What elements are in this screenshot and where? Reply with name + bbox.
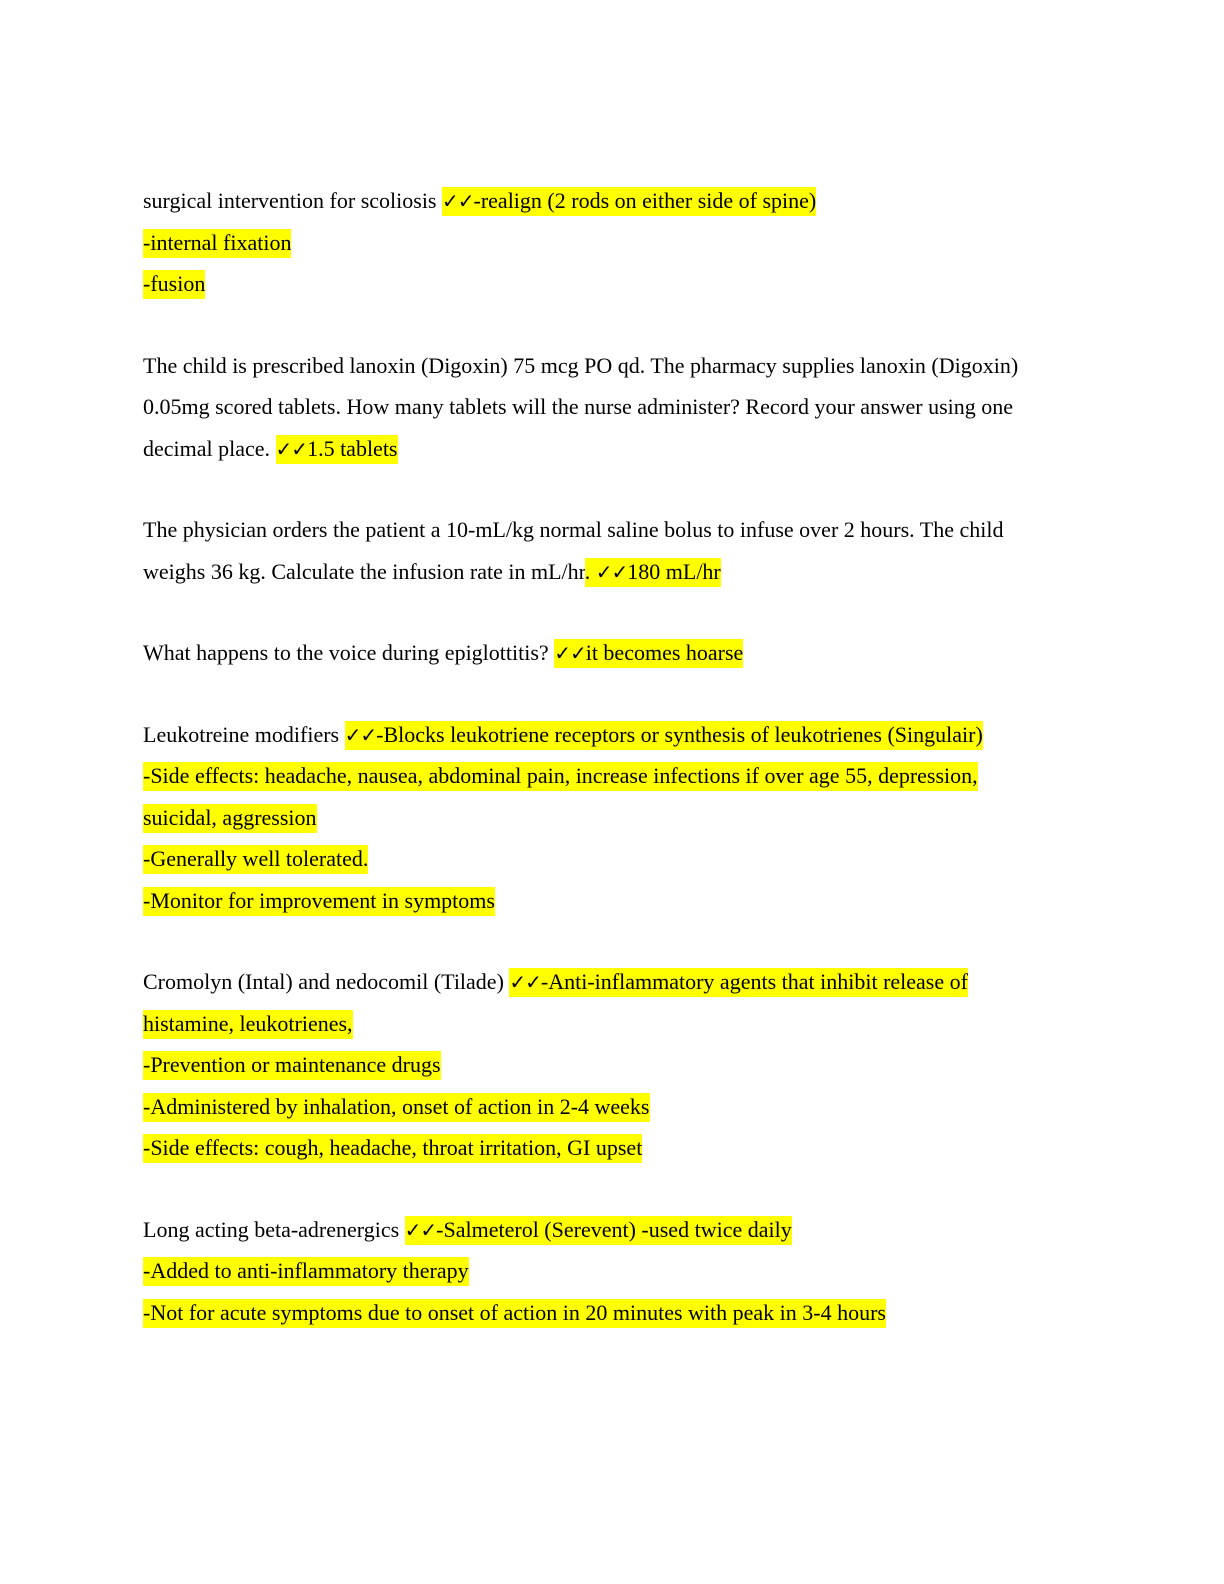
answer-highlight (276, 435, 398, 464)
entry-question-line (143, 182, 1083, 224)
paragraph-gap (143, 594, 1083, 634)
question-text: 0.05mg scored tablets. How many tablets will the nurse administer? Record your answer using one (143, 394, 1014, 419)
answer-highlight (554, 639, 743, 668)
answer-line (143, 882, 1083, 924)
answer-line (143, 1046, 1083, 1088)
entry-question-line (143, 347, 1083, 389)
entry-question-line (143, 430, 1083, 472)
answer-text: -Not for acute symptoms due to onset of action in 20 minutes with peak in 3-4 hours (143, 1299, 886, 1328)
answer-text: -Monitor for improvement in symptoms (143, 887, 495, 916)
answer-line (143, 1088, 1083, 1130)
answer-line (143, 1129, 1083, 1171)
answer-text: -Generally well tolerated. (143, 845, 368, 874)
answer-text: it becomes hoarse (585, 640, 744, 665)
entry-question-line (143, 388, 1083, 430)
double-check-icon: ✓✓ (509, 970, 541, 994)
answer-text: -Salmeterol (Serevent) -used twice daily (436, 1216, 792, 1242)
answer-highlight (345, 721, 983, 750)
answer-line (143, 1294, 1083, 1336)
double-check-icon: ✓✓ (404, 1217, 437, 1242)
question-text: The physician orders the patient a 10-mL/kg normal saline bolus to infuse over 2 hours. The child (143, 517, 1004, 542)
question-text: Leukotreine modifiers (143, 721, 345, 747)
answer-highlight (585, 558, 721, 587)
answer-text: histamine, leukotrienes, (143, 1010, 353, 1039)
answer-text: -fusion (143, 270, 205, 299)
answer-line (143, 265, 1083, 307)
answer-highlight (442, 187, 816, 216)
paragraph-gap (143, 676, 1083, 716)
entry-question-line (143, 634, 1083, 676)
paragraph-gap (143, 307, 1083, 347)
answer-prefix: . (584, 558, 596, 584)
answer-line (143, 757, 1083, 799)
answer-line (143, 1252, 1083, 1294)
answer-text: -Side effects: cough, headache, throat irritation, GI upset (143, 1134, 642, 1163)
answer-line (143, 224, 1083, 266)
answer-highlight (509, 968, 968, 997)
entry-question-line (143, 963, 1083, 1005)
answer-text: -Blocks leukotriene receptors or synthesis of leukotrienes (Singulair) (376, 721, 983, 747)
answer-text: -Prevention or maintenance drugs (143, 1051, 441, 1080)
paragraph-gap (143, 471, 1083, 511)
question-text: Cromolyn (Intal) and nedocomil (Tilade) (143, 969, 510, 994)
answer-text: -Added to anti-inflammatory therapy (143, 1257, 469, 1286)
question-text: Long acting beta-adrenergics (143, 1216, 405, 1242)
question-text: decimal place. (143, 435, 276, 461)
entry-question-line (143, 716, 1083, 758)
double-check-icon: ✓✓ (275, 436, 308, 461)
answer-line (143, 1005, 1083, 1047)
answer-line (143, 799, 1083, 841)
answer-text: -Administered by inhalation, onset of action in 2-4 weeks (143, 1093, 650, 1122)
question-text: weighs 36 kg. Calculate the infusion rate in mL/hr (143, 558, 585, 584)
answer-text: -Anti-inflammatory agents that inhibit release of (540, 969, 968, 994)
question-text: surgical intervention for scoliosis (143, 188, 442, 213)
answer-highlight (405, 1216, 792, 1245)
answer-text: -internal fixation (143, 229, 291, 258)
question-text: What happens to the voice during epiglottitis? (143, 640, 555, 665)
double-check-icon: ✓✓ (595, 559, 628, 584)
answer-text: -Side effects: headache, nausea, abdominal pain, increase infections if over age 55, depression, (143, 762, 978, 791)
double-check-icon: ✓✓ (442, 189, 474, 213)
document-page (143, 182, 1083, 1335)
answer-line (143, 840, 1083, 882)
double-check-icon: ✓✓ (554, 641, 586, 665)
entry-question-line (143, 1211, 1083, 1253)
answer-text: -realign (2 rods on either side of spine) (473, 188, 817, 213)
entry-question-line (143, 511, 1083, 553)
paragraph-gap (143, 1171, 1083, 1211)
answer-text: 180 mL/hr (627, 558, 721, 584)
answer-text: 1.5 tablets (307, 435, 398, 461)
entry-question-line (143, 553, 1083, 595)
double-check-icon: ✓✓ (344, 722, 377, 747)
paragraph-gap (143, 923, 1083, 963)
answer-text: suicidal, aggression (143, 804, 317, 833)
question-text: The child is prescribed lanoxin (Digoxin) 75 mcg PO qd. The pharmacy supplies lanoxin (Digoxin) (143, 352, 1019, 378)
